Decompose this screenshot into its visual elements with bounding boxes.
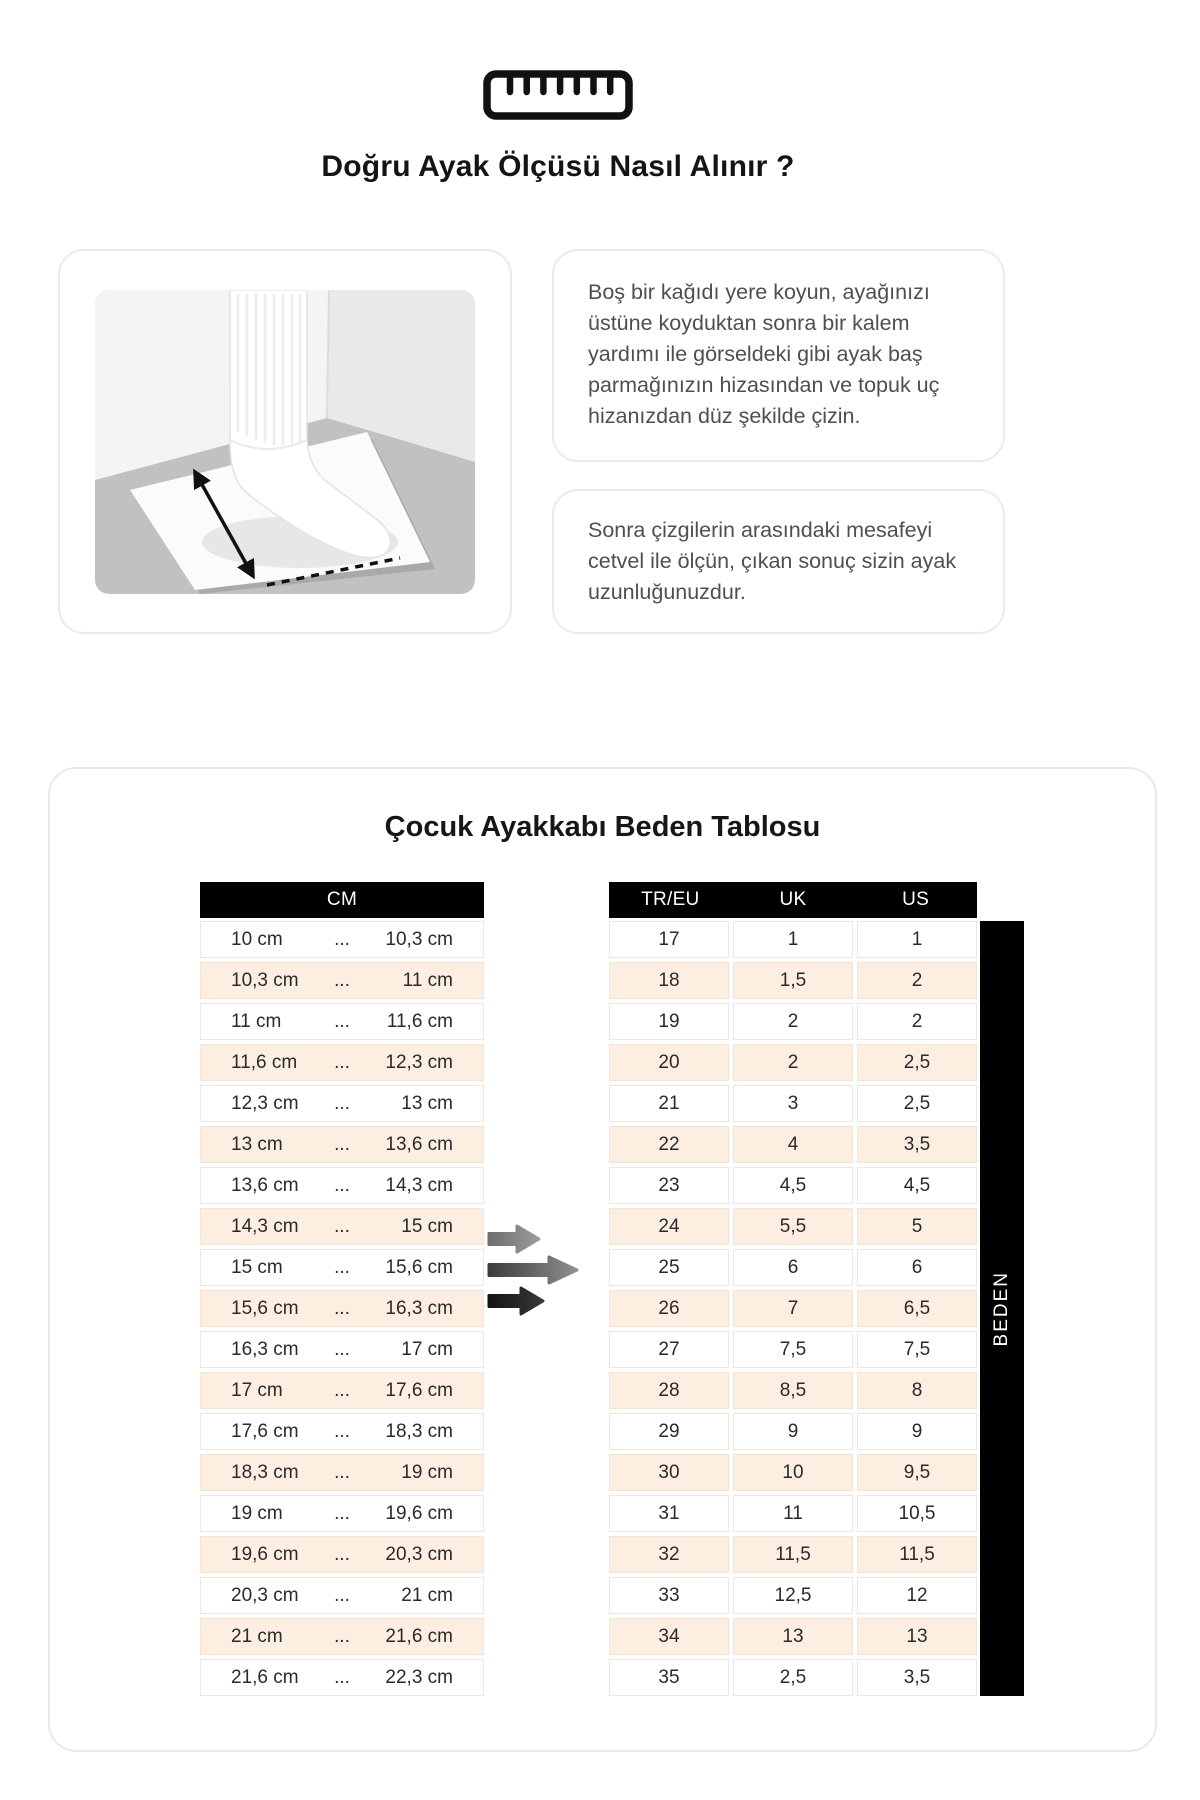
- size-row: [609, 1044, 977, 1081]
- cm-range-to: 16,3 cm: [385, 1297, 453, 1319]
- cm-range-from: 11,6 cm: [231, 1051, 298, 1073]
- cm-range-to: 22,3 cm: [385, 1666, 453, 1688]
- cm-range-to: 15 cm: [401, 1215, 453, 1237]
- range-dots: ...: [334, 1502, 350, 1524]
- cm-range-from: 17,6 cm: [231, 1420, 299, 1442]
- size-cell-us: 1: [857, 921, 977, 958]
- cm-range-from: 19,6 cm: [231, 1543, 299, 1565]
- range-dots: ...: [334, 1215, 350, 1237]
- cm-range-row: [200, 1167, 484, 1204]
- range-dots: ...: [334, 1256, 350, 1278]
- beden-sidebar: [980, 921, 1024, 1696]
- size-cell-us: 13: [857, 1618, 977, 1655]
- cm-range-to: 19 cm: [401, 1461, 453, 1483]
- cm-range-row: [200, 1331, 484, 1368]
- cm-range-to: 15,6 cm: [385, 1256, 453, 1278]
- cm-range-to: 11 cm: [402, 969, 453, 991]
- cm-range-from: 14,3 cm: [231, 1215, 299, 1237]
- range-dots: ...: [334, 1133, 350, 1155]
- cm-range-row: [200, 1536, 484, 1573]
- cm-table-body: [200, 921, 484, 1696]
- size-row: [609, 1126, 977, 1163]
- size-row: [609, 1003, 977, 1040]
- size-cell-uk: 3: [733, 1085, 853, 1122]
- size-cell-uk: 8,5: [733, 1372, 853, 1409]
- size-cell-us: 2,5: [857, 1044, 977, 1081]
- cm-range-row: [200, 1372, 484, 1409]
- range-dots: ...: [334, 1174, 350, 1196]
- size-row: [609, 1208, 977, 1245]
- cm-range-to: 12,3 cm: [385, 1051, 453, 1073]
- cm-range-to: 18,3 cm: [385, 1420, 453, 1442]
- size-cell-uk: 1,5: [733, 962, 853, 999]
- size-row: [609, 1577, 977, 1614]
- size-cell-us: 2: [857, 1003, 977, 1040]
- size-cell-treu: 25: [609, 1249, 729, 1286]
- size-cell-treu: 28: [609, 1372, 729, 1409]
- cm-range-from: 10 cm: [231, 928, 283, 950]
- cm-table-header: CM: [200, 882, 484, 918]
- cm-range-row: [200, 1208, 484, 1245]
- instruction-step-2: Sonra çizgilerin arasındaki mesafeyi cetvel ile ölçün, çıkan sonuç sizin ayak uzunluğunuzdur.: [588, 518, 957, 604]
- size-cell-treu: 21: [609, 1085, 729, 1122]
- range-dots: ...: [334, 928, 350, 950]
- cm-range-from: 15,6 cm: [231, 1297, 299, 1319]
- size-row: [609, 1536, 977, 1573]
- size-cell-treu: 32: [609, 1536, 729, 1573]
- size-cell-treu: 26: [609, 1290, 729, 1327]
- cm-range-row: [200, 1454, 484, 1491]
- cm-range-to: 11,6 cm: [386, 1010, 453, 1032]
- range-dots: ...: [334, 1625, 350, 1647]
- size-cell-treu: 17: [609, 921, 729, 958]
- size-cell-uk: 7: [733, 1290, 853, 1327]
- size-row: [609, 1454, 977, 1491]
- range-dots: ...: [334, 1092, 350, 1114]
- size-cell-uk: 6: [733, 1249, 853, 1286]
- size-table: [609, 882, 977, 1700]
- size-row: [609, 962, 977, 999]
- cm-range-from: 15 cm: [231, 1256, 283, 1278]
- cm-range-to: 21 cm: [401, 1584, 453, 1606]
- foot-photo-card: [58, 249, 512, 634]
- header-section: [58, 0, 1058, 184]
- cm-range-from: 18,3 cm: [231, 1461, 299, 1483]
- instruction-card-2: [552, 489, 1005, 634]
- size-row: [609, 1085, 977, 1122]
- cm-range-to: 17,6 cm: [385, 1379, 453, 1401]
- size-cell-uk: 2: [733, 1003, 853, 1040]
- cm-range-row: [200, 1044, 484, 1081]
- size-cell-uk: 4,5: [733, 1167, 853, 1204]
- size-cell-treu: 33: [609, 1577, 729, 1614]
- cm-range-to: 13,6 cm: [385, 1133, 453, 1155]
- size-cell-treu: 19: [609, 1003, 729, 1040]
- size-row: [609, 1618, 977, 1655]
- size-cell-treu: 29: [609, 1413, 729, 1450]
- size-cell-us: 12: [857, 1577, 977, 1614]
- cm-range-from: 11 cm: [231, 1010, 282, 1032]
- cm-range-row: [200, 1659, 484, 1696]
- range-dots: ...: [334, 1584, 350, 1606]
- cm-range-from: 20,3 cm: [231, 1584, 299, 1606]
- ruler-icon: [58, 70, 1058, 120]
- size-cell-us: 4,5: [857, 1167, 977, 1204]
- size-row: [609, 1372, 977, 1409]
- size-cell-treu: 22: [609, 1126, 729, 1163]
- size-cell-us: 10,5: [857, 1495, 977, 1532]
- size-cell-uk: 4: [733, 1126, 853, 1163]
- cm-range-to: 14,3 cm: [385, 1174, 453, 1196]
- cm-range-to: 21,6 cm: [385, 1625, 453, 1647]
- range-dots: ...: [334, 1420, 350, 1442]
- range-dots: ...: [334, 1379, 350, 1401]
- range-dots: ...: [334, 1010, 350, 1032]
- cm-range-from: 13 cm: [231, 1133, 283, 1155]
- size-cell-us: 11,5: [857, 1536, 977, 1573]
- size-cell-treu: 31: [609, 1495, 729, 1532]
- header-cell-uk: UK: [779, 889, 807, 910]
- size-cell-us: 9: [857, 1413, 977, 1450]
- range-dots: ...: [334, 1297, 350, 1319]
- cm-range-row: [200, 1003, 484, 1040]
- cm-range-from: 17 cm: [231, 1379, 283, 1401]
- size-cell-uk: 7,5: [733, 1331, 853, 1368]
- cm-range-row: [200, 1290, 484, 1327]
- cm-range-from: 10,3 cm: [231, 969, 299, 991]
- tables-area: [50, 882, 1155, 1700]
- cm-range-row: [200, 921, 484, 958]
- range-dots: ...: [334, 1461, 350, 1483]
- size-cell-treu: 23: [609, 1167, 729, 1204]
- size-cell-us: 3,5: [857, 1126, 977, 1163]
- cm-range-to: 20,3 cm: [385, 1543, 453, 1565]
- size-table-card: [48, 767, 1157, 1752]
- size-row: [609, 1249, 977, 1286]
- size-cell-us: 8: [857, 1372, 977, 1409]
- size-row: [609, 1290, 977, 1327]
- cm-range-to: 19,6 cm: [385, 1502, 453, 1524]
- size-cell-us: 6: [857, 1249, 977, 1286]
- size-cell-treu: 35: [609, 1659, 729, 1696]
- cm-range-from: 21,6 cm: [231, 1666, 299, 1688]
- size-cell-treu: 30: [609, 1454, 729, 1491]
- size-table-header: [609, 882, 977, 918]
- cm-range-from: 21 cm: [231, 1625, 283, 1647]
- instruction-card-1: [552, 249, 1005, 462]
- size-row: [609, 1495, 977, 1532]
- cm-range-to: 17 cm: [401, 1338, 453, 1360]
- beden-label: BEDEN: [991, 1270, 1012, 1347]
- size-cell-treu: 27: [609, 1331, 729, 1368]
- cm-range-to: 10,3 cm: [385, 928, 453, 950]
- size-row: [609, 1659, 977, 1696]
- size-cell-uk: 13: [733, 1618, 853, 1655]
- size-row: [609, 1413, 977, 1450]
- size-table-body: [609, 921, 977, 1696]
- cm-range-from: 16,3 cm: [231, 1338, 299, 1360]
- foot-measurement-illustration: [95, 290, 475, 594]
- howto-section: [58, 249, 1200, 634]
- size-cell-us: 9,5: [857, 1454, 977, 1491]
- size-cell-treu: 24: [609, 1208, 729, 1245]
- size-cell-treu: 34: [609, 1618, 729, 1655]
- size-cell-us: 6,5: [857, 1290, 977, 1327]
- cm-range-row: [200, 1085, 484, 1122]
- cm-range-row: [200, 962, 484, 999]
- range-dots: ...: [334, 1338, 350, 1360]
- header-cell-treu: TR/EU: [641, 889, 700, 910]
- size-cell-treu: 18: [609, 962, 729, 999]
- size-cell-uk: 10: [733, 1454, 853, 1491]
- cm-range-from: 12,3 cm: [231, 1092, 299, 1114]
- cm-range-row: [200, 1126, 484, 1163]
- header-cell-us: US: [902, 889, 930, 910]
- size-cell-us: 2: [857, 962, 977, 999]
- transfer-arrows-icon: [487, 1222, 607, 1318]
- instruction-step-1: Boş bir kağıdı yere koyun, ayağınızı üstüne koyduktan sonra bir kalem yardımı ile görseldeki gibi ayak baş parmağınızın hizasından ve topuk uç hizanızdan düz şekilde çizin.: [588, 280, 940, 428]
- arrows-zone: [484, 882, 609, 1318]
- size-cell-uk: 12,5: [733, 1577, 853, 1614]
- size-cell-uk: 11: [733, 1495, 853, 1532]
- cm-range-from: 13,6 cm: [231, 1174, 299, 1196]
- cm-range-row: [200, 1413, 484, 1450]
- page-title: Doğru Ayak Ölçüsü Nasıl Alınır ?: [321, 150, 795, 183]
- cm-table: [200, 882, 484, 1700]
- size-cell-us: 3,5: [857, 1659, 977, 1696]
- size-cell-uk: 11,5: [733, 1536, 853, 1573]
- range-dots: ...: [334, 969, 350, 991]
- size-cell-uk: 2: [733, 1044, 853, 1081]
- size-cell-us: 5: [857, 1208, 977, 1245]
- range-dots: ...: [334, 1666, 350, 1688]
- cm-range-to: 13 cm: [401, 1092, 453, 1114]
- cm-range-from: 19 cm: [231, 1502, 283, 1524]
- size-row: [609, 921, 977, 958]
- cm-range-row: [200, 1618, 484, 1655]
- cm-range-row: [200, 1495, 484, 1532]
- instruction-column: [552, 249, 1005, 634]
- size-cell-uk: 9: [733, 1413, 853, 1450]
- range-dots: ...: [334, 1543, 350, 1565]
- size-cell-us: 2,5: [857, 1085, 977, 1122]
- size-row: [609, 1331, 977, 1368]
- range-dots: ...: [334, 1051, 350, 1073]
- size-cell-uk: 1: [733, 921, 853, 958]
- size-row: [609, 1167, 977, 1204]
- size-cell-uk: 2,5: [733, 1659, 853, 1696]
- section-title: Çocuk Ayakkabı Beden Tablosu: [384, 811, 821, 843]
- size-cell-uk: 5,5: [733, 1208, 853, 1245]
- size-cell-us: 7,5: [857, 1331, 977, 1368]
- size-cell-treu: 20: [609, 1044, 729, 1081]
- cm-range-row: [200, 1249, 484, 1286]
- cm-range-row: [200, 1577, 484, 1614]
